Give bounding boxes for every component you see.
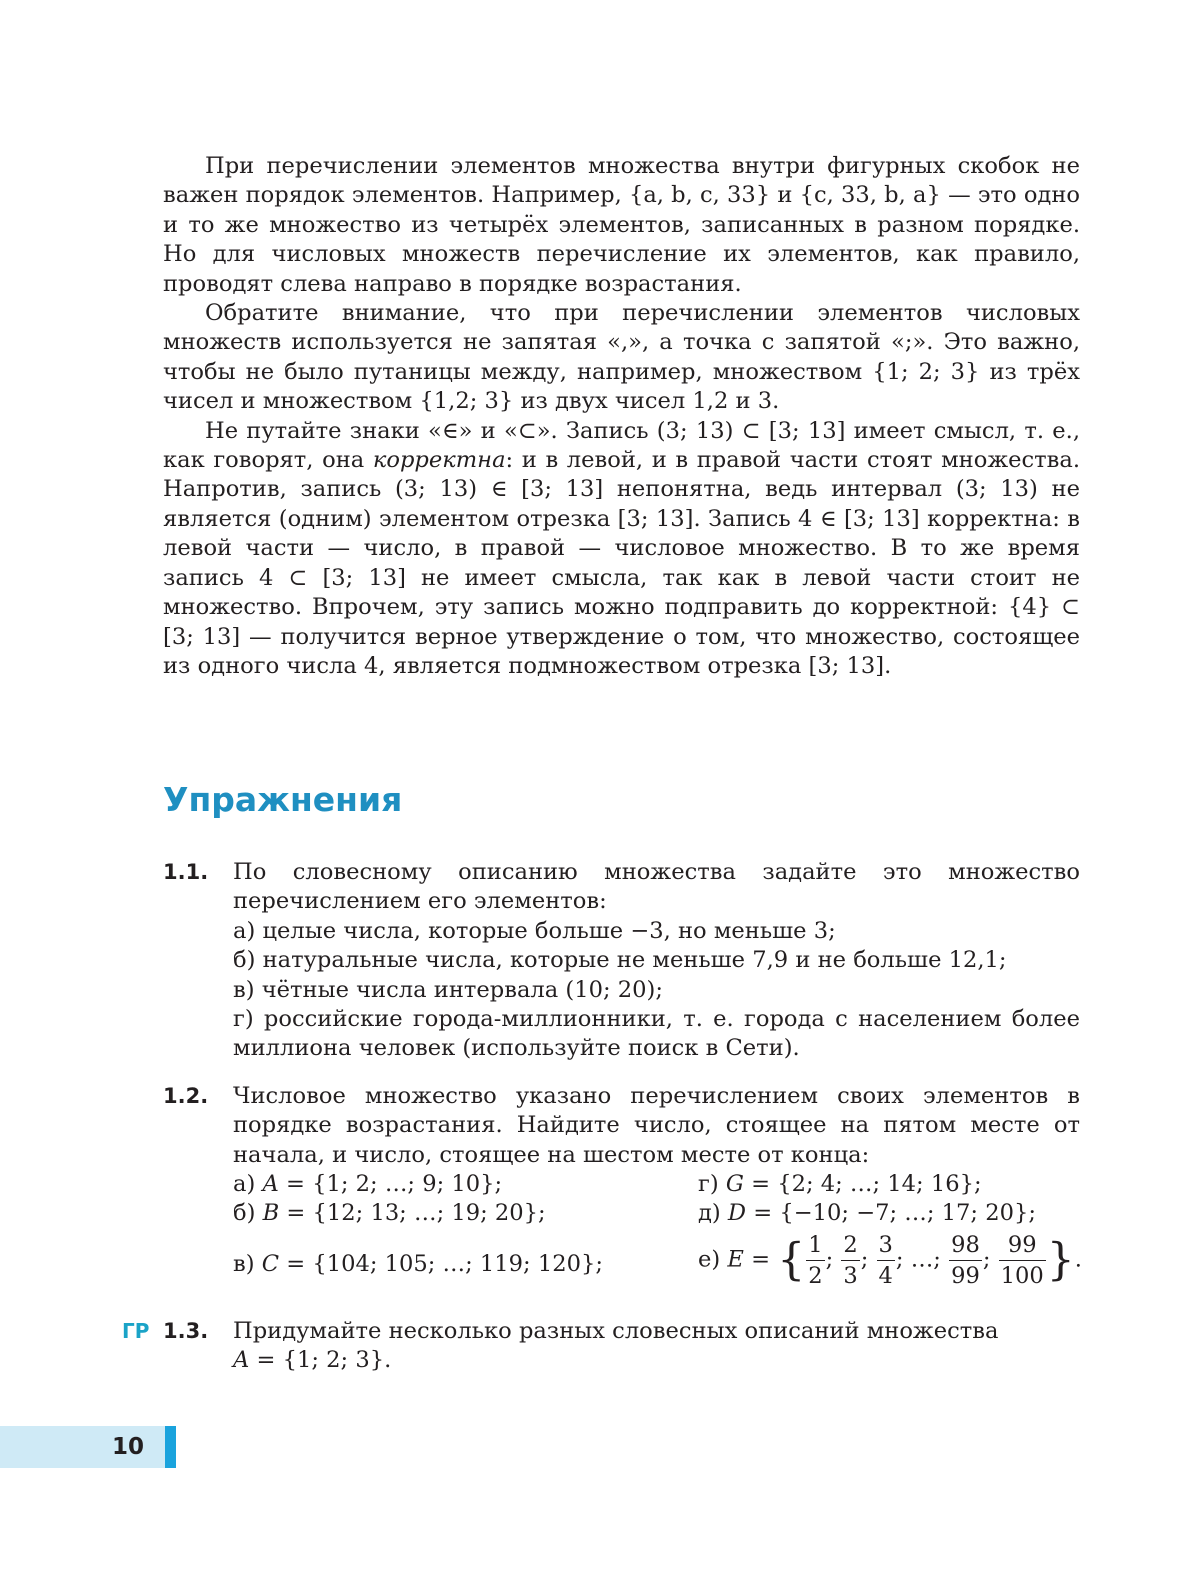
group-work-marker: ГР	[122, 1319, 150, 1343]
exercise-item-b: б) натуральные числа, которые не меньше 7,9 и не больше 12,1;	[233, 947, 1007, 974]
exercise-item-c: в) чётные числа интервала (10; 20);	[233, 976, 663, 1003]
exercise-1-2-options	[233, 1170, 1093, 1310]
fraction: $\frac{98}{99}$	[951, 1232, 980, 1289]
paragraph-set-order: При перечислении элементов множества внутри фигурных скобок не важен порядок элементов. Например, {a, b, c, 33} и {c, 33, b, a} — это одно и то же множество из четырёх элементов, записанных в разном порядке. Но для числовых множеств перечисление их элементов, как правило, проводят слева направо в порядке возрастания.	[163, 153, 1080, 297]
option-g: г) G = {2; 4; …; 14; 16};	[698, 1171, 982, 1197]
exercise-item-d: г) российские города-миллионники, т. е. города с населением более миллиона человек (используйте поиск в Сети).	[233, 1006, 1080, 1062]
intro-paragraphs	[163, 152, 1080, 681]
exercise-body	[233, 1317, 1080, 1376]
section-heading: Упражнения	[163, 780, 403, 819]
exercise-1-1	[163, 858, 1080, 1064]
paragraph-symbols	[163, 417, 1080, 682]
footer-band	[0, 1426, 176, 1468]
option-b: б) B = {12; 13; …; 19; 20};	[233, 1200, 546, 1226]
exercise-body	[233, 858, 1080, 1064]
fraction: $\frac{99}{100}$	[1000, 1232, 1044, 1289]
exercise-number: 1.3.	[163, 1319, 209, 1343]
right-brace: }	[1046, 1234, 1075, 1286]
option-c: в) C = {104; 105; …; 119; 120};	[233, 1251, 603, 1277]
exercise-item-a: а) целые числа, которые больше −3, но меньше 3;	[233, 917, 836, 944]
exercise-text: По словесному описанию множества задайте это множество перечислением его элементов:	[233, 859, 1080, 915]
fraction: $\frac{2}{3}$	[843, 1232, 858, 1289]
italic-term: корректна	[372, 447, 506, 474]
option-e: е) E = { $\frac{1}{2}$ ; $\frac{2}{3}$ ; $\frac{3}{4}$ ; …; $\frac{98}{99}$ ; $\frac{99}{100}$ }.	[698, 1232, 1082, 1289]
exercise-formula: A = {1; 2; 3}.	[233, 1347, 392, 1374]
exercise-number: 1.2.	[163, 1084, 209, 1108]
footer-accent-bar	[165, 1426, 176, 1468]
exercise-body	[233, 1082, 1080, 1170]
page-number: 10	[112, 1434, 145, 1460]
exercise-text: Придумайте несколько разных словесных описаний множества	[233, 1318, 999, 1344]
exercise-number: 1.1.	[163, 860, 209, 884]
exercise-1-3	[163, 1317, 1080, 1376]
option-a: а) A = {1; 2; …; 9; 10};	[233, 1171, 503, 1197]
fraction: $\frac{3}{4}$	[878, 1232, 893, 1289]
exercise-text: Числовое множество указано перечислением своих элементов в порядке возрастания. Найдите число, стоящее на пятом месте от начала, и число, стоящее на шестом месте от конца:	[233, 1083, 1080, 1168]
left-brace: {	[777, 1234, 806, 1286]
exercise-1-2	[163, 1082, 1080, 1170]
ellipsis: …;	[910, 1246, 941, 1273]
paragraph-semicolon: Обратите внимание, что при перечислении элементов числовых множеств используется не запятая «,», а точка с запятой «;». Это важно, чтобы не было путаницы между, например, множеством {1; 2; 3} из трёх чисел и множеством {1,2; 3} из двух чисел 1,2 и 3.	[163, 300, 1080, 415]
option-d: д) D = {−10; −7; …; 17; 20};	[698, 1200, 1036, 1226]
paragraph-symbols-end: : и в левой, и в правой части стоят множества. Напротив, запись (3; 13) ∈ [3; 13] непонятна, ведь интервал (3; 13) не является (одним) элементом отрезка [3; 13]. Запись 4 ∈ [3; 13] корректна: в левой части — число, в правой — числовое множество. В то же время запись 4 ⊂ [3; 13] не имеет смысла, так как в левой части стоит не множество. Впрочем, эту запись можно подправить до корректной: {4} ⊂ [3; 13] — получится верное утверждение о том, что множество, состоящее из одного числа 4, является подмножеством отрезка [3; 13].	[163, 447, 1080, 679]
fraction: $\frac{1}{2}$	[808, 1232, 823, 1289]
paragraph-symbols-start: Не путайте знаки «∈» и «⊂». Запись (3; 13) ⊂ [3; 13] имеет смысл, т. е., как говорят, она	[163, 417, 1080, 474]
